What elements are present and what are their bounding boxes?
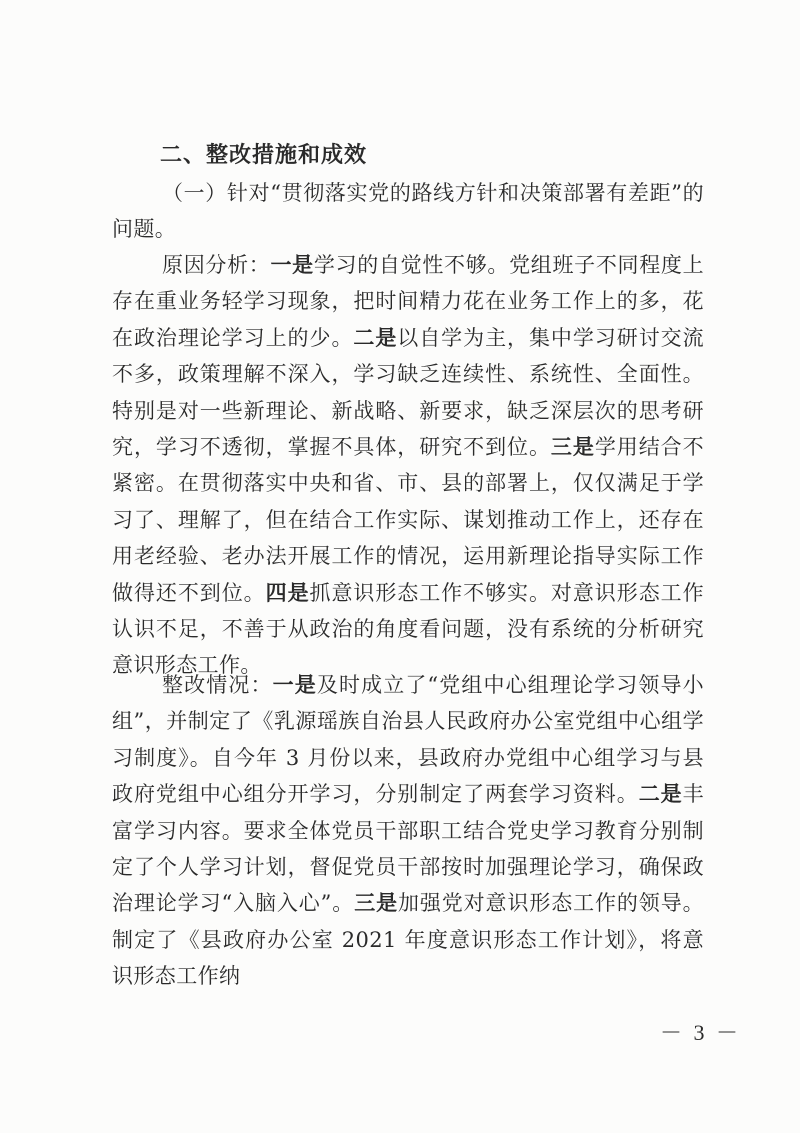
cause-point-1-marker: 一是	[270, 253, 314, 277]
rectification-point-2-marker: 二是	[638, 782, 683, 807]
rectification-point-3-text: 加强党对意识形态工作的领导。制定了《县政府办公室 2021 年度意识形态工作计划》，将意识形态工作纳	[112, 891, 704, 989]
rectification-point-1-marker: 一是	[272, 673, 317, 697]
cause-point-4-text: 抓意识形态工作不够实。对意识形态工作认识不足，不善于从政治的角度看问题，没有系统的分析研究意识形态工作。	[112, 580, 704, 678]
cause-point-2-marker: 二是	[353, 325, 398, 350]
cause-point-4-marker: 四是	[265, 580, 310, 605]
cause-point-2-text: 以自学为主，集中学习研讨交流不多，政策理解不深入，学习缺乏连续性、系统性、全面性。特别是对一些新理论、新战略、新要求，缺乏深层次的思考研究，学习不透彻，掌握不具体，研究不到位。	[112, 325, 704, 460]
rectification-point-1-text: 及时成立了“党组中心组理论学习领导小组”，并制定了《乳源瑶族自治县人民政府办公室党组中心组学习制度》。自今年 3 月份以来，县政府办党组中心组学习与县政府党组中心组分开学习，分别制定了两套学习资料。	[112, 673, 704, 807]
page-number: － 3 －	[660, 1020, 742, 1045]
cause-point-1-text: 学习的自觉性不够。党组班子不同程度上存在重业务轻学习现象，把时间精力花在业务工作上的多，花在政治理论学习上的少。	[112, 253, 705, 350]
rectification-paragraph	[112, 667, 704, 995]
rectification-label: 整改情况：	[162, 673, 273, 697]
cause-analysis-label: 原因分析：	[162, 253, 271, 277]
cause-point-3-text: 学用结合不紧密。在贯彻落实中央和省、市、县的部署上，仅仅满足于学习了、理解了，但在结合工作实际、谋划推动工作上，还存在用老经验、老办法开展工作的情况，运用新理论指导实际工作做得还不到位。	[112, 435, 705, 605]
section-heading: 二、整改措施和成效	[160, 143, 368, 168]
rectification-point-2-text: 丰富学习内容。要求全体党员干部职工结合党史学习教育分别制定了个人学习计划，督促党员干部按时加强理论学习，确保政治理论学习“入脑入心”。	[112, 782, 704, 916]
cause-point-3-marker: 三是	[550, 435, 595, 460]
rectification-point-3-marker: 三是	[354, 891, 398, 916]
item-1-paragraph: （一）针对“贯彻落实党的路线方针和决策部署有差距”的问题。	[112, 181, 704, 242]
cause-analysis-paragraph	[112, 247, 704, 684]
